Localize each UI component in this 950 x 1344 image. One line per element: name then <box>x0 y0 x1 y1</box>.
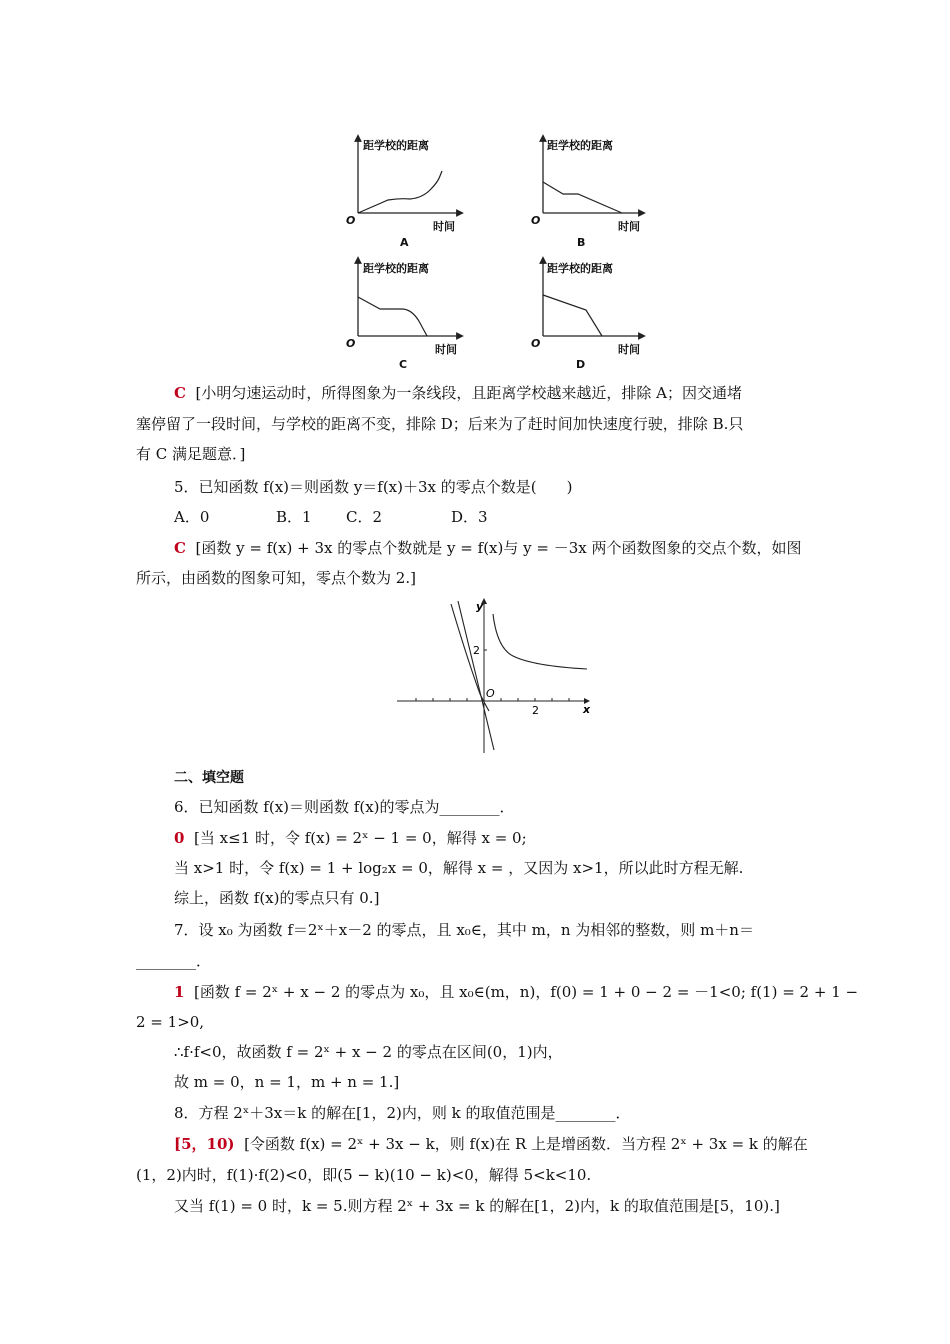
curve-a <box>358 171 442 213</box>
line-c <box>358 297 427 336</box>
q8-explain-line1: [5，10) [令函数 f(x) = 2ˣ + 3x − k，则 f(x)在 R 上是增函数．当方程 2ˣ + 3x = k 的解在 <box>174 1135 808 1153</box>
graphs-figure <box>330 128 660 378</box>
graph-a-ylabel: 距学校的距离 <box>363 139 429 152</box>
q8-stem: 8．方程 2ˣ＋3x＝k 的解在[1，2)内，则 k 的取值范围是________． <box>174 1104 631 1122</box>
fig5-y-label: y <box>476 600 484 613</box>
graph-b-origin: O <box>531 214 541 227</box>
line-d <box>543 295 602 336</box>
fig5-tick-y: 2 <box>473 644 480 657</box>
graph-b-ylabel: 距学校的距离 <box>547 139 613 152</box>
right-branch <box>493 614 587 669</box>
graph-b-xlabel: 时间 <box>618 220 640 233</box>
line-neg3x <box>458 601 494 750</box>
q8-answer: [5，10) <box>174 1135 235 1153</box>
q5-function-figure <box>395 598 595 758</box>
q6-explain-line1: 0 [当 x≤1 时，令 f(x) = 2ˣ − 1 = 0，解得 x = 0; <box>174 829 527 847</box>
q4-explain-line2: 塞停留了一段时间，与学校的距离不变，排除 D；后来为了赶时间加快速度行驶，排除 B.只 <box>136 415 744 433</box>
fig5-origin: O <box>486 687 495 700</box>
q4-answer: C <box>174 384 186 402</box>
q7-explain-line3: ∴f·f<0，故函数 f = 2ˣ + x − 2 的零点在区间(0，1)内， <box>174 1043 563 1061</box>
q7-stem-line1: 7．设 x₀ 为函数 f＝2ˣ＋x－2 的零点，且 x₀∈，其中 m，n 为相邻的整数，则 m＋n＝ <box>174 921 754 939</box>
graph-a-caption: A <box>400 236 409 249</box>
q5-option-a: A．0 <box>174 508 210 526</box>
q5-option-d: D．3 <box>451 508 488 526</box>
q6-explain-line3: 综上，函数 f(x)的零点只有 0.] <box>174 889 380 907</box>
q5-explain-line1: C [函数 y = f(x) + 3x 的零点个数就是 y = f(x)与 y = －3x 两个函数图象的交点个数，如图 <box>174 539 802 557</box>
q5-stem: 5．已知函数 f(x)＝则函数 y＝f(x)＋3x 的零点个数是( ) <box>174 478 573 496</box>
q6-stem: 6．已知函数 f(x)＝则函数 f(x)的零点为________． <box>174 798 515 816</box>
q5-answer: C <box>174 539 186 557</box>
graph-c-xlabel: 时间 <box>435 343 457 356</box>
line-b <box>543 182 622 213</box>
q4-explain-line3: 有 C 满足题意．] <box>136 445 246 463</box>
fig5-tick-x: 2 <box>532 704 539 717</box>
q5-explain-line2: 所示，由函数的图象可知，零点个数为 2.] <box>136 569 416 587</box>
graph-c-ylabel: 距学校的距离 <box>363 262 429 275</box>
fig5-x-label: x <box>583 703 591 716</box>
graph-d-ylabel: 距学校的距离 <box>547 262 613 275</box>
q7-explain-line4: 故 m = 0，n = 1，m + n = 1.] <box>174 1073 400 1091</box>
graph-d-origin: O <box>531 337 541 350</box>
graph-c-origin: O <box>346 337 356 350</box>
exp-branch <box>451 604 489 711</box>
q8-explain-line2: (1，2)内时，f(1)·f(2)<0，即(5 − k)(10 − k)<0，解得 5<k<10. <box>136 1166 592 1184</box>
q7-answer: 1 <box>174 983 185 1001</box>
section-title: 二、填空题 <box>174 770 244 786</box>
q5-option-c: C．2 <box>346 508 383 526</box>
q6-explain-line2: 当 x>1 时，令 f(x) = 1 + log₂x = 0，解得 x = ，又因为 x>1，所以此时方程无解. <box>174 859 744 877</box>
q8-explain-line3: 又当 f(1) = 0 时，k = 5.则方程 2ˣ + 3x = k 的解在[1，2)内，k 的取值范围是[5，10).] <box>174 1197 780 1215</box>
graph-d-xlabel: 时间 <box>618 343 640 356</box>
q6-answer: 0 <box>174 829 185 847</box>
graph-b-caption: B <box>577 236 586 249</box>
graph-d-caption: D <box>576 358 586 371</box>
q7-explain-line2: 2 = 1>0, <box>136 1013 205 1031</box>
graph-a-xlabel: 时间 <box>433 220 455 233</box>
q5-option-b: B．1 <box>276 508 312 526</box>
q4-explain-line1: C [小明匀速运动时，所得图象为一条线段，且距离学校越来越近，排除 A；因交通堵 <box>174 384 742 402</box>
graph-c-caption: C <box>399 358 408 371</box>
graph-a-origin: O <box>346 214 356 227</box>
q7-explain-line1: 1 [函数 f = 2ˣ + x − 2 的零点为 x₀，且 x₀∈(m，n)，f(0) = 1 + 0 − 2 = －1<0; f(1) = 2 + 1 − <box>174 983 859 1001</box>
q7-stem-line2: ________． <box>136 952 212 970</box>
